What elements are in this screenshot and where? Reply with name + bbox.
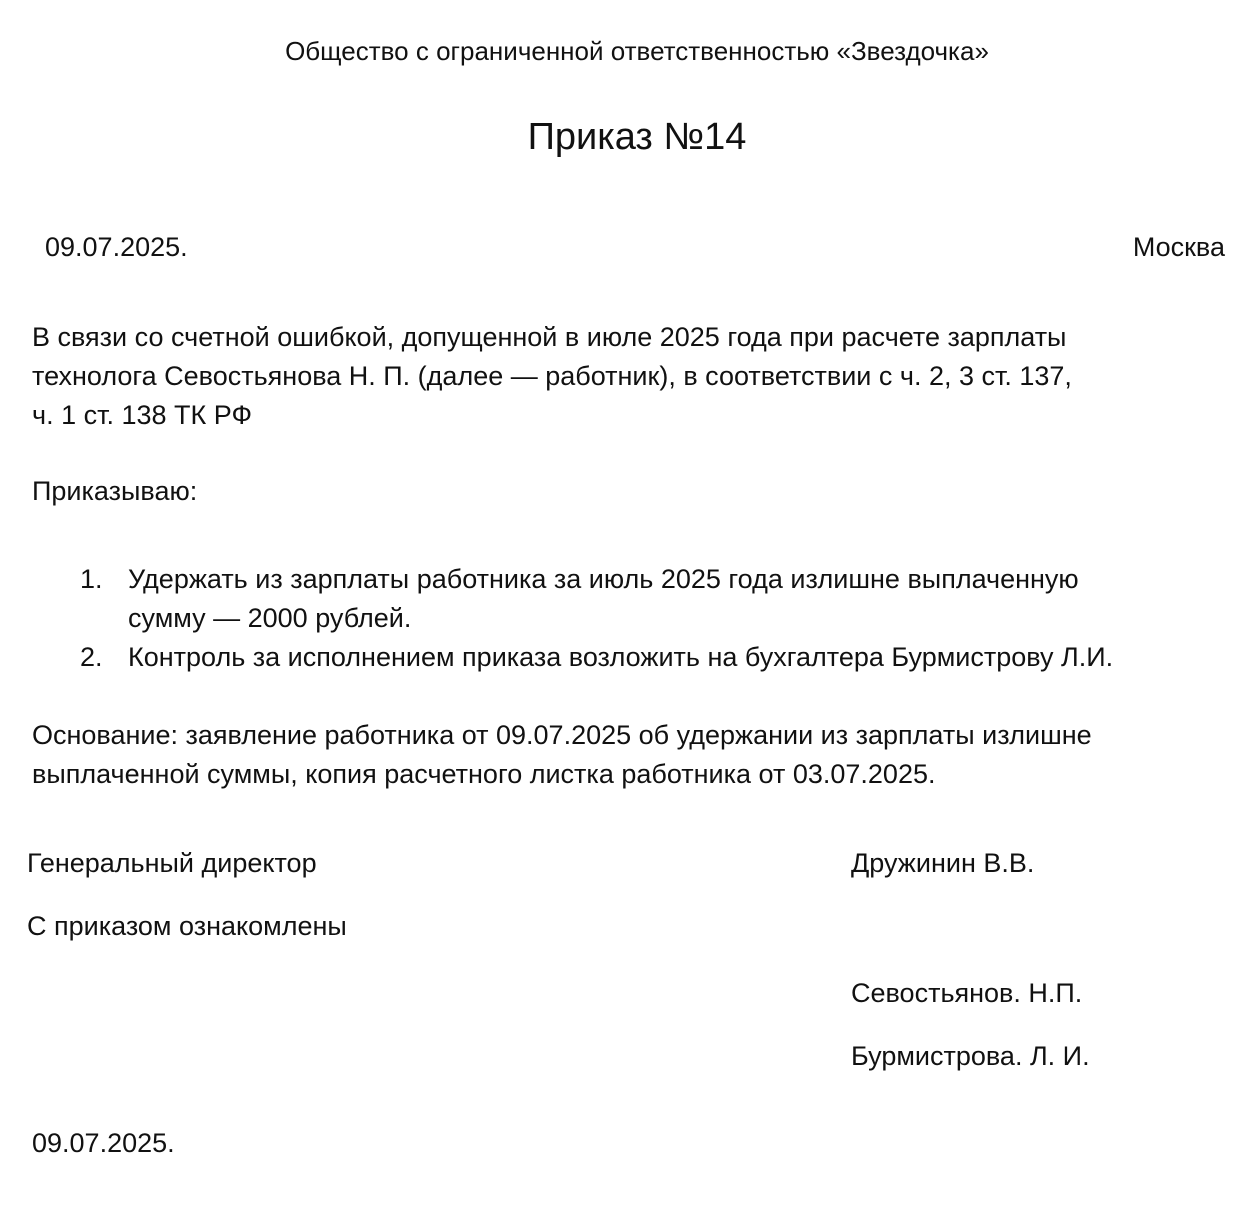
order-heading: Приказываю:: [32, 476, 198, 506]
director-name: Дружинин В.В.: [851, 848, 1035, 878]
acquainted-label: С приказом ознакомлены: [27, 911, 347, 941]
order-item-number: 1.: [80, 564, 103, 594]
acquainted-signature: Севостьянов. Н.П.: [851, 978, 1083, 1008]
basis-line: выплаченной суммы, копия расчетного листка работника от 03.07.2025.: [32, 759, 936, 789]
intro-paragraph: [32, 318, 1072, 435]
footer-date: 09.07.2025.: [32, 1128, 175, 1158]
intro-line: ч. 1 ст. 138 ТК РФ: [32, 400, 252, 430]
intro-line: В связи со счетной ошибкой, допущенной в июле 2025 года при расчете зарплаты: [32, 322, 1067, 352]
order-date: 09.07.2025.: [45, 232, 188, 262]
order-item: [0, 560, 1113, 638]
director-title: Генеральный директор: [27, 848, 317, 878]
order-list: [0, 560, 1113, 677]
order-item: [0, 638, 1113, 677]
document-title: Приказ №14: [527, 116, 747, 158]
order-item-number: 2.: [80, 642, 103, 672]
basis-line: Основание: заявление работника от 09.07.2025 об удержании из зарплаты излишне: [32, 720, 1092, 750]
order-city: Москва: [1132, 232, 1225, 262]
basis-paragraph: [32, 716, 1092, 794]
intro-line: технолога Севостьянова Н. П. (далее — работник), в соответствии с ч. 2, 3 ст. 137,: [32, 361, 1072, 391]
order-item-text: сумму — 2000 рублей.: [128, 603, 412, 633]
order-item-text: Контроль за исполнением приказа возложить на бухгалтера Бурмистрову Л.И.: [128, 642, 1114, 672]
company-name: Общество с ограниченной ответственностью «Звездочка»: [285, 36, 989, 66]
acquainted-signature: Бурмистрова. Л. И.: [851, 1041, 1090, 1071]
order-item-text: Удержать из зарплаты работника за июль 2025 года излишне выплаченную: [128, 564, 1079, 594]
